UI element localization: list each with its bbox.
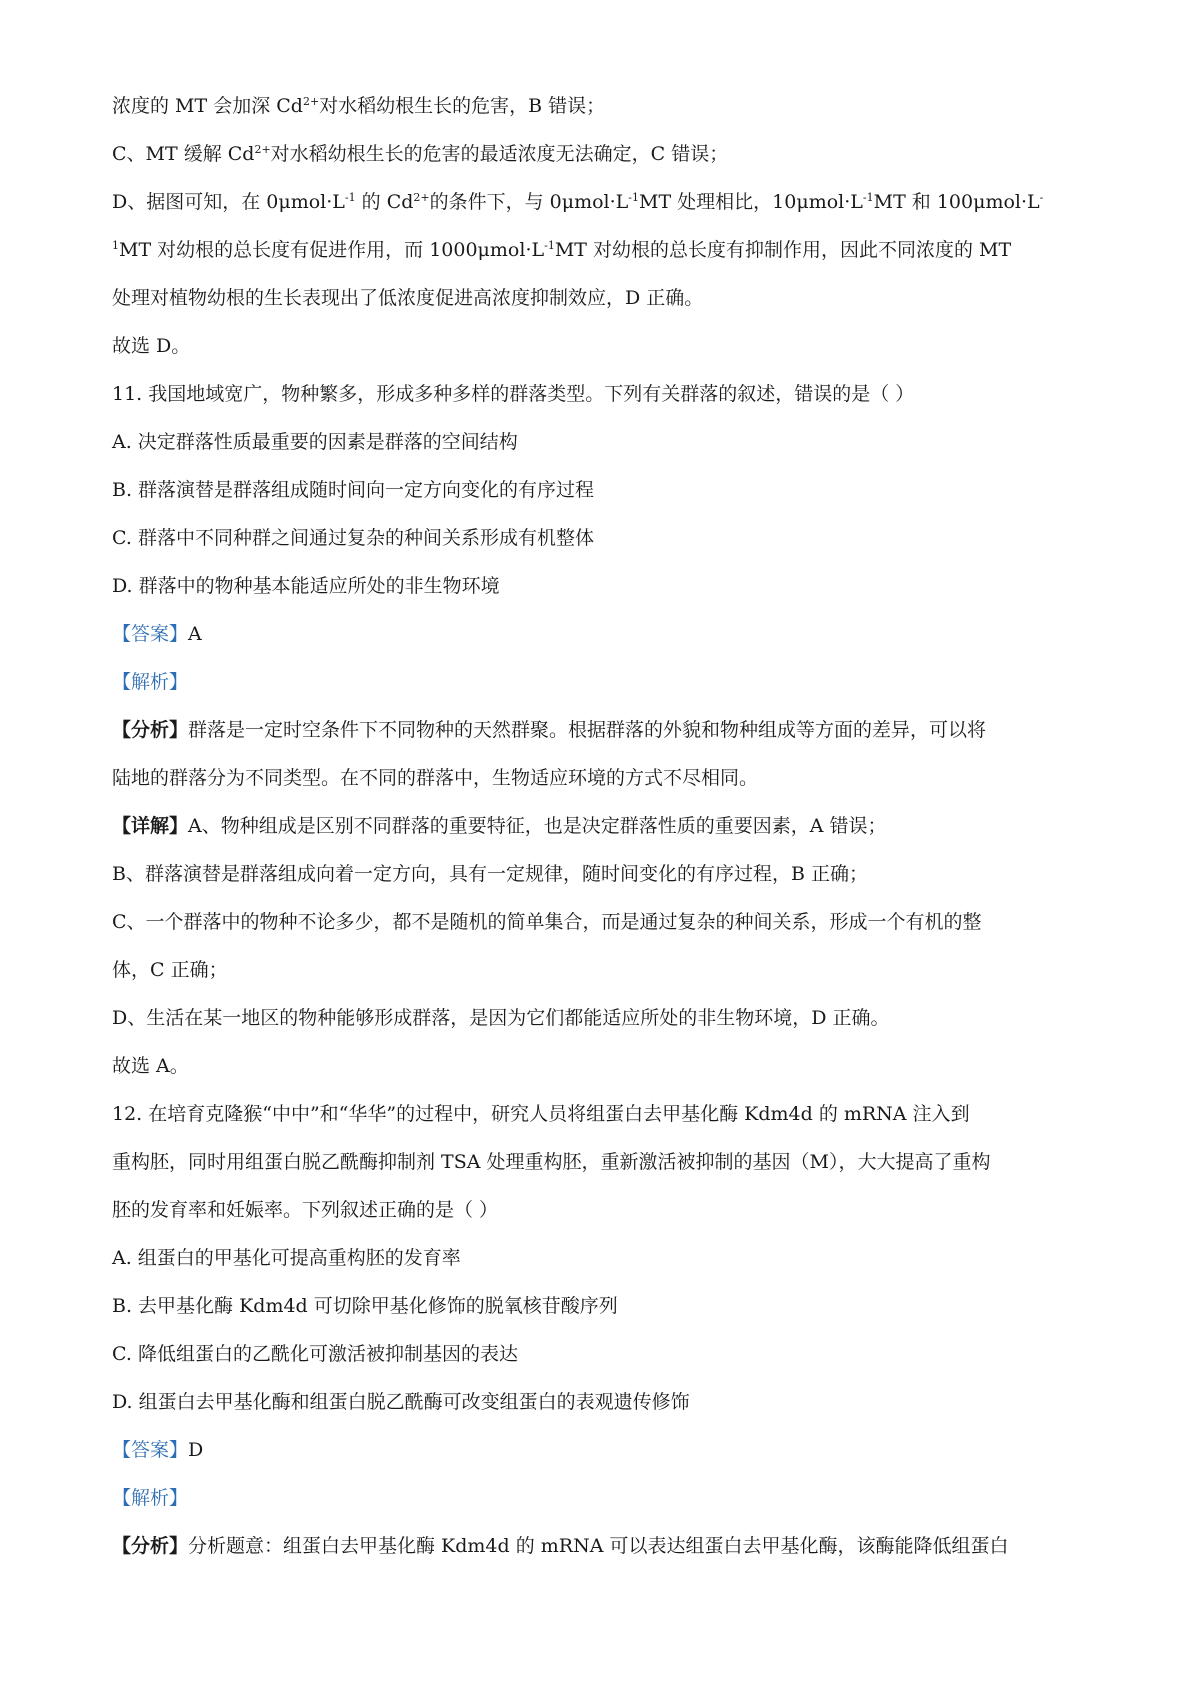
question-11-stem: 11. 我国地域宽广，物种繁多，形成多种多样的群落类型。下列有关群落的叙述，错误的是（ ） — [112, 383, 915, 405]
superscript: - — [1039, 191, 1044, 204]
text-line: 处理对植物幼根的生长表现出了低浓度促进高浓度抑制效应，D 正确。 — [112, 287, 704, 309]
text-line — [112, 190, 1120, 214]
text-line — [112, 142, 1120, 166]
q12-option-d: D. 组蛋白去甲基化酶和组蛋白脱乙酰酶可改变组蛋白的表观遗传修饰 — [112, 1391, 690, 1413]
superscript: 1 — [112, 239, 119, 252]
text-span: A、物种组成是区别不同群落的重要特征，也是决定群落性质的重要因素，A 错误； — [188, 815, 887, 837]
text-span: 分析题意：组蛋白去甲基化酶 Kdm4d 的 mRNA 可以表达组蛋白去甲基化酶，该酶能降低组蛋白 — [188, 1535, 1009, 1557]
q12-option-c: C. 降低组蛋白的乙酰化可激活被抑制基因的表达 — [112, 1343, 518, 1365]
q12-fenxi-line — [112, 1534, 1120, 1558]
text-span: MT 对幼根的总长度有促进作用，而 1000μmol·L — [119, 239, 545, 261]
answer-tag: 【答案】 — [112, 623, 189, 645]
text-span: C、MT 缓解 Cd — [112, 143, 255, 165]
superscript: 2+ — [254, 143, 271, 156]
text-span: MT 对幼根的总长度有抑制作用，因此不同浓度的 MT — [554, 239, 1012, 261]
superscript: -1 — [862, 191, 874, 204]
text-line — [112, 238, 1120, 262]
question-12-stem: 12. 在培育克隆猴“中中”和“华华”的过程中，研究人员将组蛋白去甲基化酶 Kdm4d 的 mRNA 注入到 — [112, 1103, 970, 1125]
text-span: D、据图可知，在 0μmol·L — [112, 191, 345, 213]
q11-option-b: B. 群落演替是群落组成随时间向一定方向变化的有序过程 — [112, 479, 595, 501]
q11-xiangjie-line-5: D、生活在某一地区的物种能够形成群落，是因为它们都能适应所处的非生物环境，D 正确。 — [112, 1007, 890, 1029]
question-12-stem-3: 胚的发育率和妊娠率。下列叙述正确的是（ ） — [112, 1199, 499, 1221]
text-span: 浓度的 MT 会加深 Cd — [112, 95, 303, 117]
superscript: -1 — [344, 191, 356, 204]
q11-xiangjie-line — [112, 814, 1120, 838]
q11-fenxi-line-2: 陆地的群落分为不同类型。在不同的群落中，生物适应环境的方式不尽相同。 — [112, 767, 759, 789]
question-12-stem-2: 重构胚，同时用组蛋白脱乙酰酶抑制剂 TSA 处理重构胚，重新激活被抑制的基因（M），大大提高了重构 — [112, 1151, 991, 1173]
q11-xiangjie-line-4: 体，C 正确； — [112, 959, 228, 981]
superscript: -1 — [544, 239, 555, 252]
q11-answer — [112, 622, 1120, 646]
q12-option-a: A. 组蛋白的甲基化可提高重构胚的发育率 — [112, 1247, 461, 1269]
text-line: 故选 D。 — [112, 335, 191, 357]
q11-choose: 故选 A。 — [112, 1055, 189, 1077]
superscript: 2+ — [302, 95, 320, 108]
superscript: -1 — [628, 191, 640, 204]
q12-analysis-heading — [112, 1486, 1120, 1510]
q11-analysis-heading — [112, 670, 1120, 694]
xiangjie-tag: 【详解】 — [112, 815, 189, 837]
text-span: MT 处理相比，10μmol·L — [639, 191, 863, 213]
text-span: 的 Cd — [355, 191, 414, 213]
q11-xiangjie-line-2: B、群落演替是群落组成向着一定方向，具有一定规律，随时间变化的有序过程，B 正确； — [112, 863, 868, 885]
text-span: 群落是一定时空条件下不同物种的天然群聚。根据群落的外貌和物种组成等方面的差异，可以将 — [188, 719, 987, 741]
text-span: 对水稻幼根生长的危害的最适浓度无法确定，C 错误； — [270, 143, 729, 165]
analysis-tag: 【解析】 — [112, 1487, 189, 1509]
answer-value: D — [188, 1439, 204, 1461]
q11-option-c: C. 群落中不同种群之间通过复杂的种间关系形成有机整体 — [112, 527, 594, 549]
text-span: 的条件下，与 0μmol·L — [429, 191, 629, 213]
superscript: 2+ — [413, 191, 430, 204]
text-span: MT 和 100μmol·L — [873, 191, 1040, 213]
answer-tag: 【答案】 — [112, 1439, 189, 1461]
q11-fenxi-line — [112, 718, 1120, 742]
q11-option-a: A. 决定群落性质最重要的因素是群落的空间结构 — [112, 431, 518, 453]
text-line — [112, 94, 1120, 118]
text-span: 对水稻幼根生长的危害，B 错误； — [319, 95, 606, 117]
q12-answer — [112, 1438, 1120, 1462]
fenxi-tag: 【分析】 — [112, 719, 189, 741]
analysis-tag: 【解析】 — [112, 671, 189, 693]
q12-option-b: B. 去甲基化酶 Kdm4d 可切除甲基化修饰的脱氧核苷酸序列 — [112, 1295, 618, 1317]
q11-option-d: D. 群落中的物种基本能适应所处的非生物环境 — [112, 575, 500, 597]
q11-xiangjie-line-3: C、一个群落中的物种不论多少，都不是随机的简单集合，而是通过复杂的种间关系，形成一个有机的整 — [112, 911, 982, 933]
answer-value: A — [188, 623, 202, 645]
fenxi-tag: 【分析】 — [112, 1535, 189, 1557]
